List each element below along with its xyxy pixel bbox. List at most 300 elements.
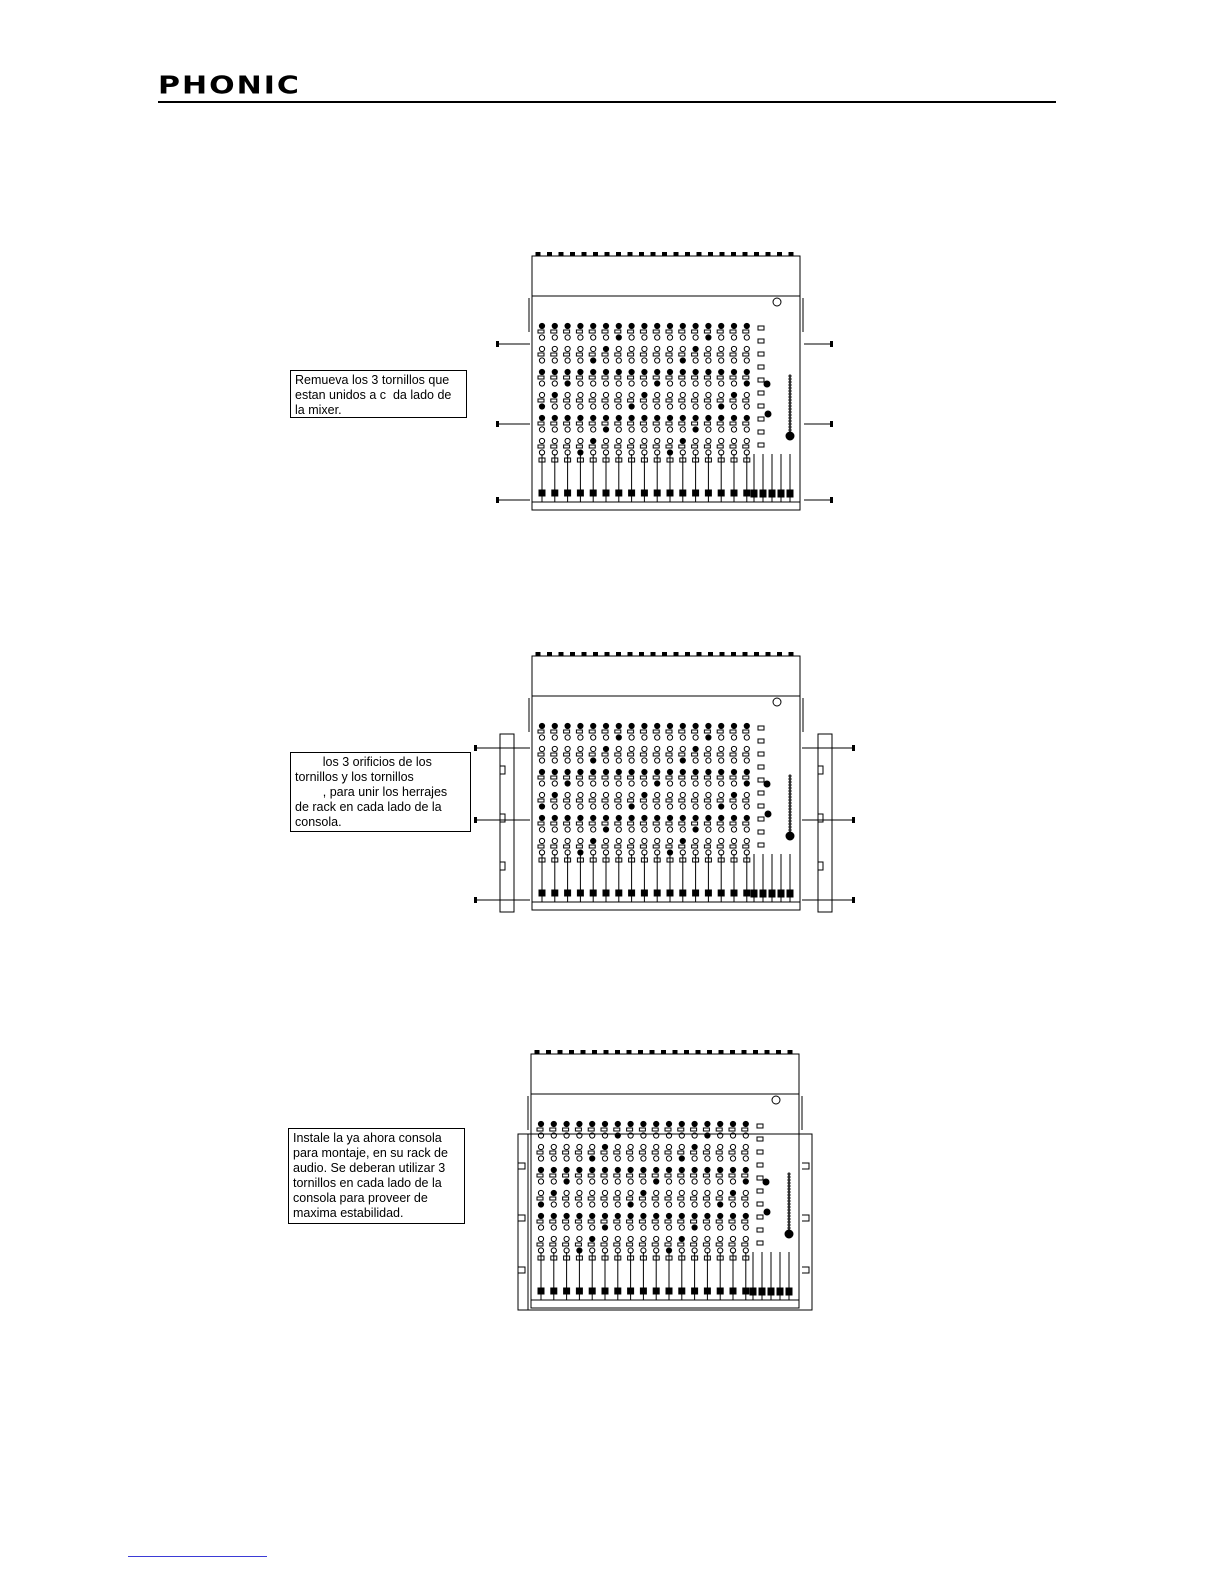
channel-button — [576, 776, 582, 779]
channel-knob — [705, 1190, 710, 1195]
channel-button — [703, 1151, 709, 1154]
channel-knob — [564, 1156, 569, 1161]
level-meter-led — [789, 793, 791, 795]
channel-knob — [641, 1121, 646, 1126]
channel-knob — [552, 769, 557, 774]
channel-knob — [706, 346, 711, 351]
channel-knob — [590, 1225, 595, 1230]
step-3-line-6: maxima estabilidad. — [293, 1206, 404, 1220]
channel-knob — [706, 758, 711, 763]
channel-button — [679, 399, 685, 402]
channel-button — [716, 1128, 722, 1131]
channel-knob — [679, 1144, 684, 1149]
rear-jack — [639, 1050, 643, 1054]
channel-knob — [743, 1156, 748, 1161]
level-meter-led — [788, 1188, 790, 1190]
channel-knob — [603, 758, 608, 763]
fader-cap — [640, 1288, 646, 1294]
channel-knob — [602, 1202, 607, 1207]
channel-knob — [744, 758, 749, 763]
rear-jack — [754, 1050, 758, 1054]
channel-button — [564, 399, 570, 402]
rear-jack — [789, 252, 793, 256]
rear-jack — [593, 1050, 597, 1054]
channel-knob — [666, 1179, 671, 1184]
channel-knob — [641, 1144, 646, 1149]
channel-knob — [616, 781, 621, 786]
channel-knob — [591, 804, 596, 809]
channel-knob — [655, 335, 660, 340]
channel-knob — [565, 346, 570, 351]
channel-button — [717, 753, 723, 756]
channel-knob — [591, 769, 596, 774]
step-3-line-4: tornillos en cada lado de la — [293, 1176, 442, 1190]
fader-cap — [590, 490, 596, 496]
channel-knob — [591, 735, 596, 740]
level-meter-led — [789, 790, 791, 792]
console-body — [532, 696, 800, 910]
channel-knob — [693, 381, 698, 386]
fader-cap — [616, 490, 622, 496]
channel-knob — [628, 1190, 633, 1195]
channel-button — [551, 422, 557, 425]
channel-knob — [693, 369, 698, 374]
channel-button — [602, 753, 608, 756]
channel-button — [717, 845, 723, 848]
rear-jack — [789, 652, 793, 656]
channel-button — [628, 330, 634, 333]
channel-button — [742, 1243, 748, 1246]
rear-jack — [674, 252, 678, 256]
channel-button — [538, 422, 544, 425]
channel-knob — [551, 1190, 556, 1195]
channel-button — [601, 1243, 607, 1246]
level-meter-led — [788, 1173, 790, 1175]
channel-knob — [744, 427, 749, 432]
channel-knob — [578, 827, 583, 832]
channel-knob — [603, 335, 608, 340]
channel-knob — [719, 792, 724, 797]
channel-knob — [616, 415, 621, 420]
channel-button — [665, 1128, 671, 1131]
channel-knob — [654, 1213, 659, 1218]
master-fader-cap — [759, 1288, 765, 1295]
channel-knob — [693, 404, 698, 409]
channel-knob — [719, 827, 724, 832]
channel-knob — [565, 335, 570, 340]
channel-button — [692, 822, 698, 825]
channel-button — [551, 753, 557, 756]
channel-button — [589, 845, 595, 848]
channel-button — [692, 376, 698, 379]
step-3-line-2: para montaje, en su rack de — [293, 1146, 448, 1160]
mixer-diagram-step-1 — [492, 252, 842, 517]
channel-knob — [539, 335, 544, 340]
channel-knob — [642, 438, 647, 443]
channel-knob — [603, 381, 608, 386]
screw-head-left — [496, 341, 499, 347]
channel-button — [615, 422, 621, 425]
level-meter-led — [788, 1191, 790, 1193]
channel-knob — [590, 1236, 595, 1241]
channel-knob — [578, 369, 583, 374]
channel-knob — [655, 392, 660, 397]
channel-knob — [615, 1202, 620, 1207]
channel-knob — [551, 1225, 556, 1230]
channel-button — [742, 1197, 748, 1200]
fader-cap — [616, 890, 622, 896]
rear-jack — [765, 1050, 769, 1054]
rack-slot — [802, 1163, 809, 1169]
channel-knob — [578, 746, 583, 751]
channel-button — [564, 353, 570, 356]
channel-knob — [731, 723, 736, 728]
channel-button — [639, 1151, 645, 1154]
channel-knob — [731, 358, 736, 363]
channel-button — [575, 1220, 581, 1223]
channel-knob — [744, 346, 749, 351]
channel-button — [551, 822, 557, 825]
channel-knob — [578, 781, 583, 786]
channel-knob — [706, 358, 711, 363]
channel-button — [742, 1128, 748, 1131]
channel-button — [601, 1174, 607, 1177]
channel-knob — [731, 404, 736, 409]
channel-button — [704, 845, 710, 848]
channel-knob — [616, 723, 621, 728]
channel-knob — [692, 1156, 697, 1161]
rear-jack — [536, 252, 540, 256]
channel-button — [730, 730, 736, 733]
channel-button — [729, 1197, 735, 1200]
channel-knob — [719, 838, 724, 843]
channel-button — [602, 799, 608, 802]
channel-knob — [538, 1156, 543, 1161]
channel-knob — [730, 1202, 735, 1207]
master-button — [758, 726, 764, 730]
channel-knob — [602, 1236, 607, 1241]
channel-knob — [655, 827, 660, 832]
channel-knob — [719, 381, 724, 386]
channel-knob — [615, 1167, 620, 1172]
channel-knob — [655, 815, 660, 820]
channel-button — [538, 822, 544, 825]
rear-jack — [651, 652, 655, 656]
channel-knob — [731, 323, 736, 328]
channel-knob — [693, 735, 698, 740]
channel-knob — [577, 1121, 582, 1126]
channel-knob — [693, 792, 698, 797]
fader-cap — [667, 490, 673, 496]
channel-knob — [706, 438, 711, 443]
channel-button — [563, 1128, 569, 1131]
channel-knob — [705, 1213, 710, 1218]
screw-head-right — [830, 421, 833, 427]
channel-knob — [744, 358, 749, 363]
channel-knob — [578, 735, 583, 740]
rear-jack — [663, 252, 667, 256]
channel-knob — [539, 346, 544, 351]
channel-knob — [538, 1190, 543, 1195]
channel-knob — [667, 827, 672, 832]
channel-button — [704, 353, 710, 356]
rear-jack — [594, 652, 598, 656]
fader-cap — [666, 1288, 672, 1294]
channel-button — [615, 330, 621, 333]
channel-knob — [629, 404, 634, 409]
channel-knob — [680, 758, 685, 763]
channel-button — [589, 376, 595, 379]
channel-knob — [731, 369, 736, 374]
channel-knob — [730, 1121, 735, 1126]
channel-knob — [641, 1179, 646, 1184]
fader-cap — [628, 1288, 634, 1294]
channel-button — [601, 1220, 607, 1223]
fader-cap — [667, 890, 673, 896]
master-button — [758, 830, 764, 834]
step-2-callout — [290, 752, 471, 832]
level-meter-led — [789, 823, 791, 825]
master-button — [758, 739, 764, 743]
channel-knob — [539, 769, 544, 774]
channel-button — [628, 776, 634, 779]
channel-knob — [538, 1236, 543, 1241]
level-meter-led — [788, 1176, 790, 1178]
channel-button — [652, 1220, 658, 1223]
master-button — [758, 765, 764, 769]
master-knob — [764, 381, 770, 387]
channel-knob — [539, 415, 544, 420]
channel-button — [742, 1220, 748, 1223]
master-knob — [786, 432, 794, 440]
channel-button — [589, 422, 595, 425]
level-meter-led — [789, 784, 791, 786]
channel-button — [615, 845, 621, 848]
channel-knob — [666, 1121, 671, 1126]
channel-button — [538, 753, 544, 756]
channel-knob — [693, 392, 698, 397]
channel-button — [703, 1174, 709, 1177]
channel-knob — [680, 415, 685, 420]
level-meter-led — [789, 396, 791, 398]
fader-cap — [564, 1288, 570, 1294]
channel-knob — [577, 1167, 582, 1172]
channel-knob — [679, 1167, 684, 1172]
channel-button — [730, 330, 736, 333]
channel-knob — [552, 735, 557, 740]
level-meter-led — [789, 805, 791, 807]
channel-button — [678, 1174, 684, 1177]
master-knob — [773, 298, 781, 306]
channel-knob — [731, 735, 736, 740]
channel-button — [679, 776, 685, 779]
rear-jack — [594, 252, 598, 256]
channel-knob — [680, 438, 685, 443]
channel-button — [666, 422, 672, 425]
rear-jack — [778, 252, 782, 256]
channel-knob — [539, 746, 544, 751]
channel-knob — [629, 781, 634, 786]
channel-button — [602, 353, 608, 356]
channel-button — [550, 1151, 556, 1154]
level-meter-led — [788, 1194, 790, 1196]
channel-knob — [730, 1213, 735, 1218]
channel-knob — [655, 735, 660, 740]
channel-knob — [743, 1179, 748, 1184]
level-meter-led — [788, 1206, 790, 1208]
channel-button — [692, 753, 698, 756]
rear-jack — [548, 652, 552, 656]
channel-knob — [629, 335, 634, 340]
level-meter-led — [788, 1221, 790, 1223]
fader-cap — [654, 890, 660, 896]
channel-knob — [719, 323, 724, 328]
channel-knob — [615, 1144, 620, 1149]
channel-button — [666, 353, 672, 356]
channel-knob — [680, 804, 685, 809]
channel-button — [538, 330, 544, 333]
step-2-line-4: de rack en cada lado de la — [295, 800, 442, 814]
level-meter-led — [789, 384, 791, 386]
fader-cap — [577, 490, 583, 496]
channel-button — [666, 822, 672, 825]
channel-button — [678, 1151, 684, 1154]
channel-knob — [679, 1121, 684, 1126]
channel-button — [704, 399, 710, 402]
level-meter-led — [788, 1197, 790, 1199]
channel-knob — [705, 1121, 710, 1126]
rack-slot — [518, 1215, 525, 1221]
channel-button — [703, 1243, 709, 1246]
channel-button — [640, 822, 646, 825]
channel-button — [538, 399, 544, 402]
channel-button — [564, 376, 570, 379]
mixer-console — [528, 1050, 802, 1308]
channel-button — [639, 1128, 645, 1131]
channel-knob — [539, 735, 544, 740]
fader-cap — [744, 490, 750, 496]
channel-knob — [654, 1144, 659, 1149]
rear-jack — [708, 1050, 712, 1054]
channel-button — [550, 1174, 556, 1177]
channel-knob — [693, 346, 698, 351]
channel-knob — [591, 781, 596, 786]
channel-knob — [730, 1156, 735, 1161]
channel-button — [653, 845, 659, 848]
fader-cap — [705, 890, 711, 896]
channel-knob — [603, 827, 608, 832]
channel-knob — [565, 415, 570, 420]
channel-knob — [578, 838, 583, 843]
rear-jack — [650, 1050, 654, 1054]
rear-jack — [571, 652, 575, 656]
channel-knob — [744, 404, 749, 409]
channel-knob — [693, 323, 698, 328]
rear-jack — [743, 652, 747, 656]
channel-button — [640, 799, 646, 802]
channel-knob — [642, 427, 647, 432]
step-2-line-2: tornillos y los tornillos — [295, 770, 414, 784]
channel-knob — [680, 427, 685, 432]
channel-knob — [565, 369, 570, 374]
channel-button — [653, 753, 659, 756]
channel-knob — [719, 758, 724, 763]
master-fader-cap — [769, 890, 775, 897]
channel-knob — [679, 1213, 684, 1218]
channel-button — [692, 445, 698, 448]
channel-button — [588, 1128, 594, 1131]
channel-knob — [719, 404, 724, 409]
level-meter-led — [789, 778, 791, 780]
channel-button — [679, 845, 685, 848]
channel-knob — [655, 769, 660, 774]
channel-knob — [680, 769, 685, 774]
level-meter-led — [789, 802, 791, 804]
channel-button — [628, 445, 634, 448]
channel-knob — [655, 415, 660, 420]
master-fader-cap — [778, 490, 784, 497]
channel-knob — [629, 792, 634, 797]
master-knob — [772, 1096, 780, 1104]
channel-button — [563, 1243, 569, 1246]
rack-slot — [500, 814, 505, 822]
channel-knob — [731, 415, 736, 420]
channel-knob — [578, 427, 583, 432]
channel-button — [692, 845, 698, 848]
fader-cap — [602, 1288, 608, 1294]
channel-knob — [552, 438, 557, 443]
channel-knob — [565, 392, 570, 397]
channel-knob — [578, 392, 583, 397]
channel-button — [666, 845, 672, 848]
channel-knob — [641, 1156, 646, 1161]
channel-button — [576, 399, 582, 402]
channel-button — [730, 445, 736, 448]
fader-cap — [731, 490, 737, 496]
channel-knob — [629, 804, 634, 809]
channel-button — [627, 1220, 633, 1223]
channel-knob — [578, 438, 583, 443]
channel-knob — [719, 723, 724, 728]
channel-knob — [552, 415, 557, 420]
channel-knob — [551, 1167, 556, 1172]
rack-slot — [500, 766, 505, 774]
fader-cap — [565, 890, 571, 896]
master-fader-cap — [760, 890, 766, 897]
channel-knob — [706, 792, 711, 797]
channel-knob — [552, 781, 557, 786]
master-knob — [765, 411, 771, 417]
channel-knob — [744, 392, 749, 397]
channel-knob — [667, 427, 672, 432]
fader-cap — [743, 1288, 749, 1294]
channel-button — [692, 730, 698, 733]
channel-knob — [655, 792, 660, 797]
channel-knob — [615, 1225, 620, 1230]
channel-knob — [731, 438, 736, 443]
channel-button — [628, 845, 634, 848]
channel-knob — [628, 1144, 633, 1149]
channel-knob — [629, 415, 634, 420]
channel-knob — [616, 392, 621, 397]
channel-knob — [603, 815, 608, 820]
channel-knob — [641, 1225, 646, 1230]
channel-knob — [565, 746, 570, 751]
channel-knob — [693, 415, 698, 420]
channel-knob — [642, 838, 647, 843]
channel-button — [615, 753, 621, 756]
channel-button — [588, 1197, 594, 1200]
